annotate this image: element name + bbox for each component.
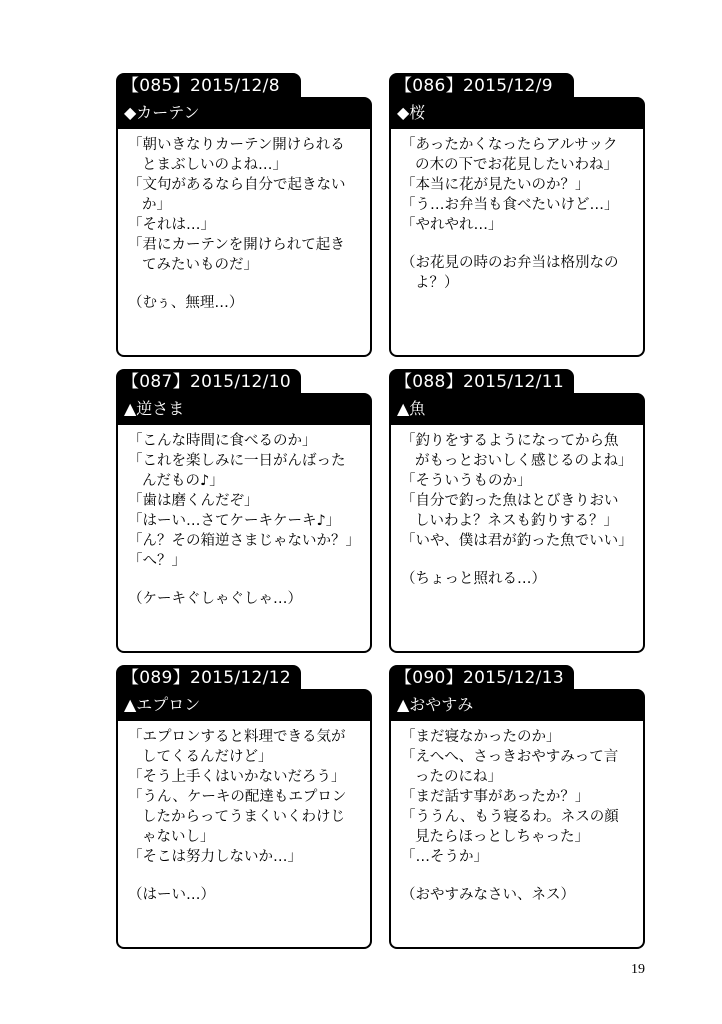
dialogue-line: 「それは…」 (128, 217, 215, 233)
dialogue-line: とまぶしいのよね…」 (142, 157, 287, 173)
dialogue-line: 「えへへ、さっきおやすみって言 (401, 749, 619, 765)
dialogue-line: てみたいものだ」 (142, 257, 258, 273)
card-title: ▲エプロン (116, 689, 372, 721)
dialogue-line: 「う…お弁当も食べたいけど…」 (401, 197, 619, 213)
diary-card-088 (389, 369, 645, 653)
card-title: ▲おやすみ (389, 689, 645, 721)
card-title: ◆桜 (389, 97, 645, 129)
dialogue-line: 「君にカーテンを開けられて起き (128, 237, 345, 253)
monologue-line: （むぅ、無理…） (128, 295, 244, 311)
dialogue-line: の木の下でお花見したいわね」 (415, 157, 618, 173)
dialogue-line: 「そこは努力しないか…」 (128, 849, 302, 865)
dialogue-line: ったのにね」 (415, 769, 502, 785)
monologue-line: （はーい…） (128, 887, 215, 903)
dialogue-line: 「ううん、もう寝るわ。ネスの顔 (401, 809, 619, 825)
dialogue-line: 「そう上手くはいかないだろう」 (128, 769, 346, 785)
dialogue-line: 「朝いきなりカーテン開けられる (128, 137, 345, 153)
dialogue-line: か」 (142, 197, 171, 213)
card-title: ◆カーテン (116, 97, 372, 129)
dialogue-line: 「エプロンすると料理できる気が (128, 729, 346, 745)
dialogue-line: がもっとおいしく感じるのよね」 (415, 453, 633, 469)
card-body (389, 127, 645, 357)
diary-card-085 (116, 73, 372, 357)
dialogue-line: したからってうまくいくわけじ (142, 809, 345, 825)
dialogue-line: 「へ？」 (128, 553, 186, 569)
monologue-line: （お花見の時のお弁当は格別なの (401, 255, 619, 271)
dialogue-line: しいわよ？ネスも釣りする？」 (415, 513, 618, 529)
diary-card-089 (116, 665, 372, 949)
monologue-line: （ちょっと照れる…） (401, 571, 546, 587)
dialogue-line: 「ん？その箱逆さまじゃないか？」 (128, 533, 360, 549)
monologue-line: （ケーキぐしゃぐしゃ…） (128, 591, 302, 607)
card-body (389, 423, 645, 653)
card-header: 【088】2015/12/11 (389, 369, 574, 395)
dialogue-line: してくるんだけど」 (142, 749, 273, 765)
dialogue-line: 「そういうものか」 (401, 473, 532, 489)
card-header: 【085】2015/12/8 (116, 73, 301, 99)
card-header: 【087】2015/12/10 (116, 369, 301, 395)
dialogue-line: 「…そうか」 (401, 849, 488, 865)
dialogue-line: 「自分で釣った魚はとびきりおい (401, 493, 619, 509)
dialogue-line: 「歯は磨くんだぞ」 (128, 493, 259, 509)
dialogue-line: 「いや、僕は君が釣った魚でいい」 (401, 533, 633, 549)
card-body (389, 719, 645, 949)
dialogue-line: 「こんな時間に食べるのか」 (128, 433, 317, 449)
dialogue-line: 「本当に花が見たいのか？」 (401, 177, 590, 193)
dialogue-line: 「まだ寝なかったのか」 (401, 729, 561, 745)
diary-card-086 (389, 73, 645, 357)
dialogue-line: 「うん、ケーキの配達もエプロン (128, 789, 347, 805)
card-body (116, 127, 372, 357)
dialogue-line: 「やれやれ…」 (401, 217, 503, 233)
page-number: 19 (631, 962, 645, 977)
dialogue-line: 「釣りをするようになってから魚 (401, 433, 619, 449)
card-header: 【090】2015/12/13 (389, 665, 574, 691)
card-header: 【089】2015/12/12 (116, 665, 301, 691)
dialogue-line: 「文句があるなら自分で起きない (128, 177, 346, 193)
dialogue-line: ゃないし」 (142, 829, 215, 845)
card-title: ▲逆さま (116, 393, 372, 425)
card-title: ▲魚 (389, 393, 645, 425)
monologue-line: よ？） (415, 275, 459, 291)
dialogue-line: 「これを楽しみに一日がんばった (128, 453, 346, 469)
card-body (116, 719, 372, 949)
dialogue-line: 「はーい…さてケーキケーキ♪」 (128, 513, 341, 529)
card-body (116, 423, 372, 653)
dialogue-line: 見たらほっとしちゃった」 (415, 829, 589, 845)
diary-card-087 (116, 369, 372, 653)
dialogue-line: 「まだ話す事があったか？」 (401, 789, 590, 805)
card-header: 【086】2015/12/9 (389, 73, 574, 99)
monologue-line: （おやすみなさい、ネス） (401, 887, 575, 903)
dialogue-line: んだもの♪」 (142, 473, 224, 489)
dialogue-line: 「あったかくなったらアルサック (401, 137, 618, 153)
diary-card-090 (389, 665, 645, 949)
